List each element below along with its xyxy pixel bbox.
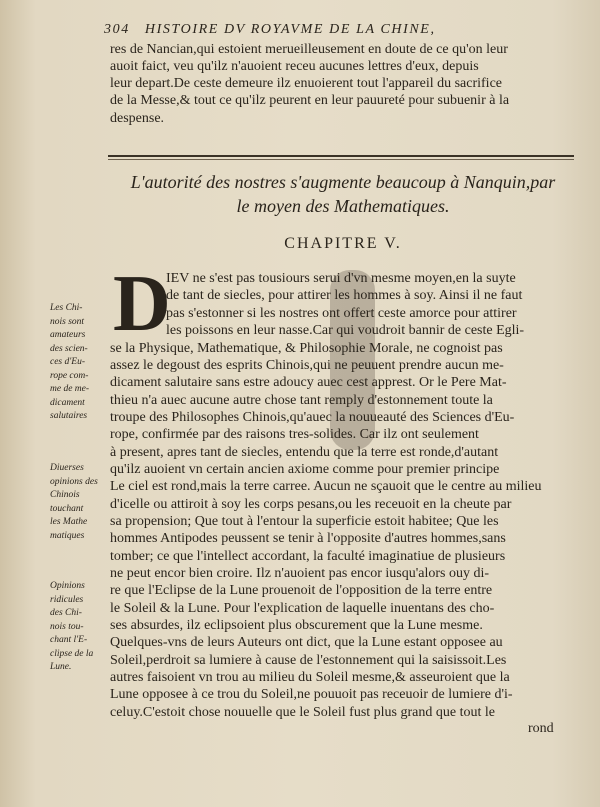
- margin-line: chant l'E-: [50, 635, 88, 645]
- margin-line: des scien-: [50, 343, 88, 354]
- margin-line: matiques: [50, 530, 85, 541]
- margin-line: des Chi-: [50, 608, 82, 618]
- text-line: auoit faict, veu qu'ilz n'auoient receu aucunes lettres d'eux, depuis: [110, 59, 479, 74]
- running-title: HISTOIRE DV ROYAVME DE LA CHINE,: [144, 22, 436, 37]
- margin-line: dicament: [50, 397, 85, 408]
- body-line: assez le degoust des esprits Chinois,qui ne peuuent prendre aucun me-: [110, 358, 504, 373]
- body-line: Quelques-vns de leurs Auteurs ont dict, que la Lune estant opposee au: [110, 635, 503, 650]
- margin-line: me de me-: [50, 384, 90, 394]
- body-line: d'icelle ou attiroit à soy les corps pesans,ou les receuoit en la cheute par: [110, 497, 512, 512]
- margin-line: clipse de la: [50, 648, 94, 659]
- margin-line: Diuerses: [50, 463, 84, 473]
- catchword: rond: [528, 721, 554, 736]
- margin-line: ridicules: [50, 594, 84, 605]
- text-line: res de Nancian,qui estoient merueilleusement en doute de ce qu'on leur: [110, 42, 508, 57]
- section-heading-line-2: le moyen des Mathematiques.: [236, 196, 450, 216]
- body-line: IEV ne s'est pas tousiours serui d'vn mesme moyen,en la suyte: [166, 271, 516, 286]
- body-line: hommes Antipodes peussent se tenir à l'opposite d'autres hommes,sans: [110, 531, 506, 546]
- text-line: despense.: [110, 111, 165, 126]
- body-line: ses absurdes, ilz eclipsoient plus obscurement que la Lune mesme.: [110, 618, 483, 633]
- page-number: 304: [104, 22, 130, 37]
- body-line: dicament salutaire sans estre adoucy auec cest apprest. Or le Pere Mat-: [110, 375, 507, 390]
- margin-line: les Mathe: [50, 517, 88, 527]
- margin-line: Lune.: [50, 662, 72, 672]
- margin-line: rope com-: [50, 370, 89, 381]
- section-rule: [108, 155, 574, 157]
- margin-line: ces d'Eu-: [50, 357, 86, 367]
- body-line: ne peut encor bien croire. Ilz n'auoient pas encor iusqu'alors ouy di-: [110, 566, 490, 581]
- margin-line: Les Chi-: [50, 303, 83, 313]
- text-line: de la Messe,& tout ce qu'ilz peurent en leur pauureté pour subuenir à la: [110, 93, 510, 108]
- body-line: tomber; ce que l'intellect accordant, la faculté imaginatiue de plusieurs: [110, 549, 506, 564]
- chapter-title: CHAPITRE V.: [284, 235, 402, 252]
- running-head: [104, 22, 574, 38]
- body-line: re que l'Eclipse de la Lune prouenoit de l'opposition de la terre entre: [110, 583, 493, 598]
- body-line: thieu n'a auec aucune autre chose tant remply d'estonnement toute la: [110, 393, 493, 408]
- body-line: à present, apres tant de siecles, entendu que la terre est ronde,d'autant: [110, 445, 499, 460]
- margin-line: nois sont: [50, 316, 85, 327]
- body-line: Lune opposee à ce trou du Soleil,ne pouuoit pas receuoir de lumiere d'i-: [110, 687, 513, 702]
- marginal-note-2: [50, 462, 108, 543]
- body-line: Soleil,perdroit sa lumiere à cause de l'estonnement qui la saisissoit.Les: [110, 653, 507, 668]
- body-line: les poissons en leur nasse.Car qui voudroit bannir de ceste Egli-: [166, 323, 525, 338]
- body-line: pas s'estonner si les nostres ont offert ceste amorce pour attirer: [166, 306, 517, 321]
- margin-line: opinions des: [50, 476, 98, 487]
- marginal-note-1: [50, 302, 108, 424]
- body-line: sa propension; Que tout à l'entour la superficie estoit habitee; Que les: [110, 514, 499, 529]
- body-line: celuy.C'estoit chose nouuelle que le Soleil fust plus grand que tout le: [110, 705, 495, 720]
- drop-cap: D: [113, 260, 171, 348]
- body-line: troupe des Philosophes Chinois,qu'auec la nouueauté des Sciences d'Eu-: [110, 410, 515, 425]
- body-line: de tant de siecles, pour attirer les hommes à soy. Ainsi il ne faut: [166, 288, 523, 303]
- margin-line: amateurs: [50, 330, 86, 340]
- body-line: autres faisoient vn trou au milieu du Soleil mesme,& asseuroient que la: [110, 670, 510, 685]
- body-line: se la Physique, Mathematique, & Philosophie Morale, ne cognoist pas: [110, 341, 503, 356]
- body-line: rope, confirmée par des raisons tres-solides. Car ilz ont seulement: [110, 427, 479, 442]
- margin-line: touchant: [50, 503, 84, 514]
- margin-line: Opinions: [50, 581, 85, 591]
- margin-line: nois tou-: [50, 621, 84, 632]
- marginal-note-3: [50, 580, 108, 675]
- body-line: Le ciel est rond,mais la terre carree. Aucun ne sçauoit que le centre au milieu: [110, 479, 542, 494]
- section-heading-line-1: L'autorité des nostres s'augmente beaucoup à Nanquin,par: [130, 172, 556, 192]
- body-line: qu'ilz auoient vn certain ancien axiome comme pour premier principe: [110, 462, 500, 477]
- margin-line: Chinois: [50, 490, 80, 500]
- body-line: le Soleil & la Lune. Pour l'explication de laquelle inuentans des cho-: [110, 601, 495, 616]
- margin-line: salutaires: [50, 411, 88, 421]
- text-line: leur depart.De ceste demeure ilz enuoierent tout l'appareil du sacrifice: [110, 76, 502, 91]
